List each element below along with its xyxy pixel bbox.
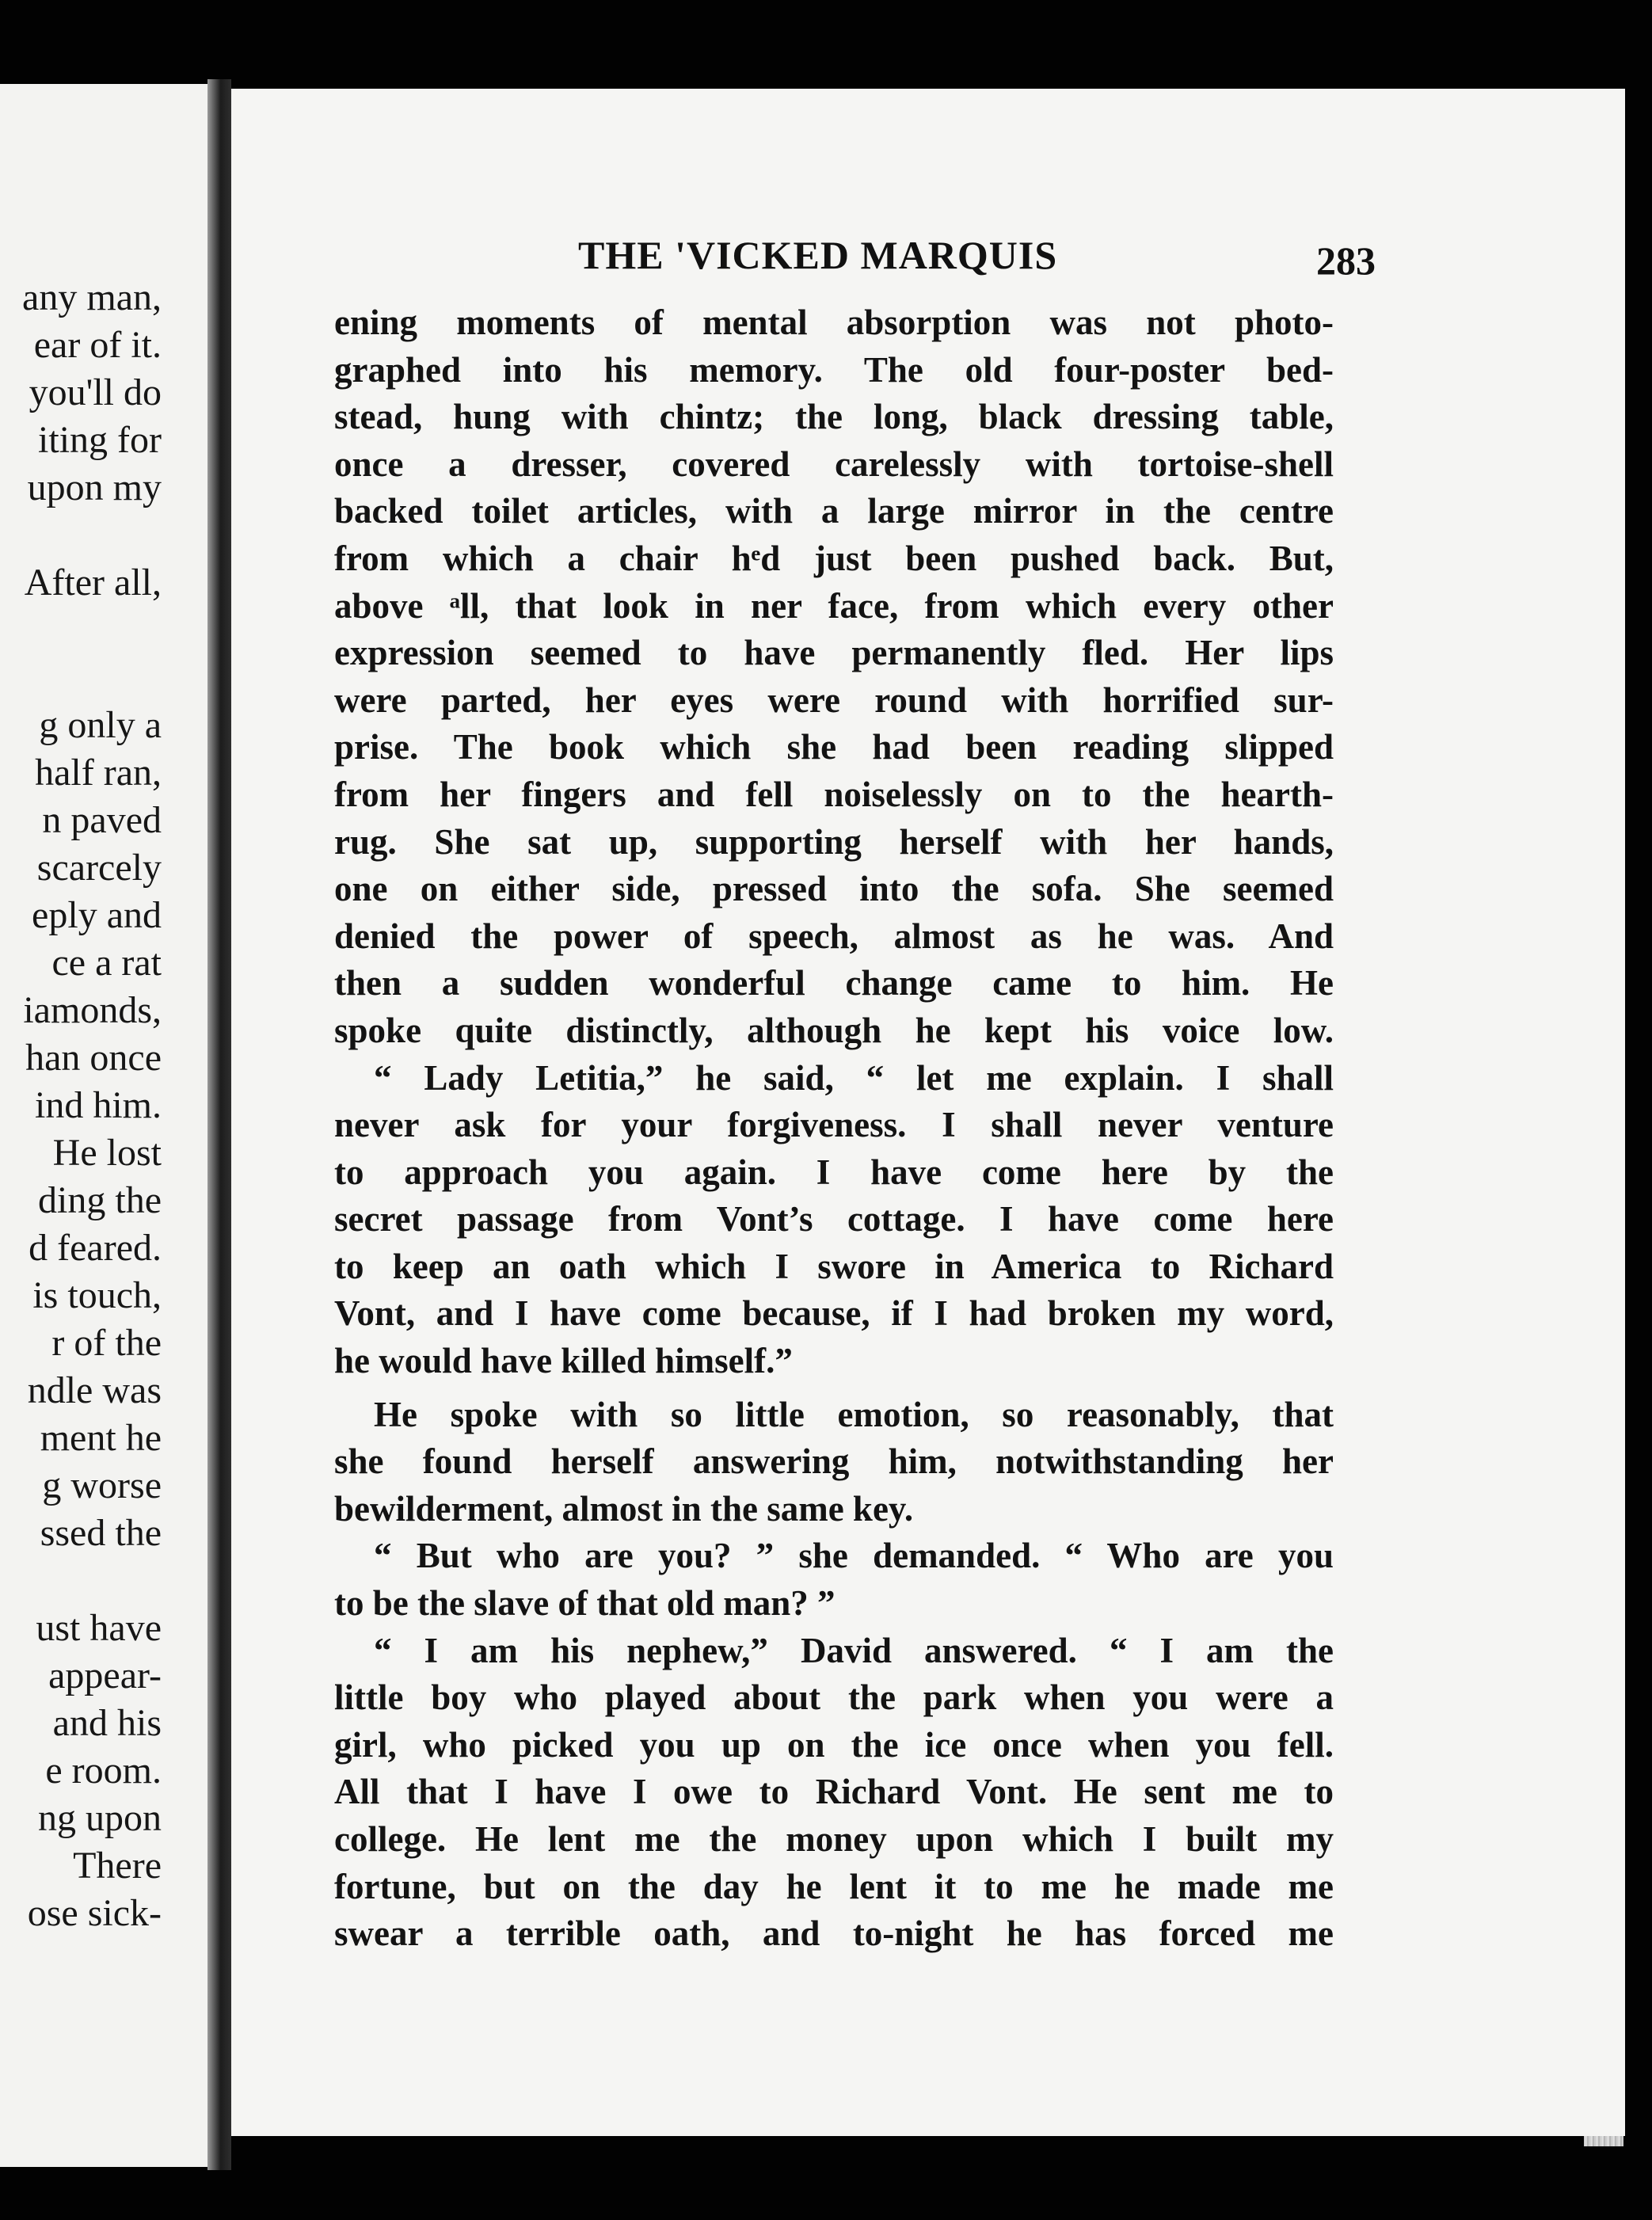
text-line: college. He lent me the money upon which I built my: [334, 1819, 1334, 1859]
body-text: [334, 299, 1334, 1958]
left-page-line: ust have: [36, 1607, 162, 1649]
left-page-line: There: [73, 1845, 162, 1887]
left-page-line: scarcely: [36, 847, 162, 889]
text-line: backed toilet articles, with a large mirror in the centre: [334, 491, 1334, 531]
left-page-line: He lost: [52, 1132, 162, 1174]
left-page-line: ind him.: [34, 1084, 162, 1126]
text-line: fortune, but on the day he lent it to me he made me: [334, 1866, 1334, 1906]
left-page-line: half ran,: [35, 752, 162, 794]
left-page-line: is touch,: [32, 1274, 162, 1316]
text-line: swear a terrible oath, and to-night he has forced me: [334, 1913, 1334, 1954]
left-page-line: r of the: [51, 1322, 162, 1364]
text-line: “ Lady Letitia,” he said, “ let me explain. I shall: [374, 1057, 1334, 1098]
text-line: He spoke with so little emotion, so reasonably, that: [374, 1394, 1334, 1434]
left-page-line: ose sick-: [27, 1892, 162, 1934]
left-page-line: ce a rat: [51, 942, 162, 984]
left-page-line: g worse: [42, 1464, 162, 1506]
left-page-line: ng upon: [38, 1797, 162, 1839]
left-page-line: ndle was: [27, 1369, 162, 1411]
left-page-line: appear-: [48, 1655, 162, 1696]
text-line: All that I have I owe to Richard Vont. He sent me to: [334, 1772, 1334, 1812]
running-head: THE 'VICKED MARQUIS: [578, 233, 1058, 277]
left-page-line: and his: [52, 1702, 162, 1744]
text-line: then a sudden wonderful change came to him. He: [334, 963, 1334, 1003]
left-page-line: n paved: [42, 799, 162, 841]
text-line: were parted, her eyes were round with horrified sur-: [334, 680, 1334, 720]
text-line: she found herself answering him, notwithstanding her: [334, 1441, 1334, 1482]
text-line: ening moments of mental absorption was not photo-: [334, 303, 1334, 342]
text-line: spoke quite distinctly, although he kept his voice low.: [334, 1010, 1334, 1050]
text-line: from her fingers and fell noiselessly on to the hearth-: [334, 774, 1334, 814]
left-page-line: eply and: [32, 894, 162, 936]
text-line: denied the power of speech, almost as he was. And: [334, 916, 1334, 956]
left-page-line: d feared.: [29, 1227, 162, 1269]
text-line: to be the slave of that old man? ”: [334, 1583, 836, 1624]
text-line: secret passage from Vont’s cottage. I have come here: [334, 1199, 1334, 1239]
left-page-line: e room.: [45, 1750, 162, 1792]
left-page-fragment: [0, 84, 207, 2167]
text-line: graphed into his memory. The old four-poster bed-: [334, 349, 1334, 390]
left-page-line: ding the: [38, 1179, 162, 1221]
text-line: to keep an oath which I swore in America to Richard: [334, 1246, 1334, 1286]
text-line: from which a chair hᵉd just been pushed back. But,: [334, 538, 1334, 578]
text-line: once a dresser, covered carelessly with tortoise-shell: [334, 444, 1334, 484]
text-line: above ᵃll, that look in ner face, from which every other: [334, 585, 1334, 626]
left-page-line: iamonds,: [23, 989, 162, 1031]
text-line: he would have killed himself.”: [334, 1341, 793, 1381]
text-line: bewilderment, almost in the same key.: [334, 1488, 914, 1529]
text-line: expression seemed to have permanently fled. Her lips: [334, 633, 1334, 673]
left-page-line: ssed the: [40, 1512, 162, 1554]
text-line: Vont, and I have come because, if I had broken my word,: [334, 1293, 1334, 1334]
left-page-line: iting for: [38, 419, 162, 461]
text-line: “ I am his nephew,” David answered. “ I am the: [374, 1630, 1334, 1670]
text-line: “ But who are you? ” she demanded. “ Who are you: [374, 1536, 1334, 1576]
left-page-line: ment he: [40, 1417, 162, 1459]
left-page-line: After all,: [24, 562, 162, 604]
left-page-line: upon my: [27, 466, 162, 508]
text-line: one on either side, pressed into the sofa. She seemed: [334, 869, 1334, 909]
text-line: little boy who played about the park when you were a: [334, 1677, 1334, 1718]
left-page-line: any man,: [22, 276, 162, 318]
left-page-line: han once: [25, 1037, 162, 1079]
text-line: prise. The book which she had been reading slipped: [334, 727, 1334, 767]
left-page-line: ear of it.: [33, 324, 162, 366]
text-line: never ask for your forgiveness. I shall never venture: [334, 1105, 1334, 1145]
book-gutter: [207, 79, 231, 2170]
page-number: 283: [1316, 238, 1376, 283]
text-line: stead, hung with chintz; the long, black dressing table,: [334, 397, 1334, 437]
left-page-line: g only a: [39, 704, 162, 746]
text-line: to approach you again. I have come here by the: [334, 1152, 1334, 1192]
text-line: girl, who picked you up on the ice once when you fell.: [334, 1724, 1334, 1765]
left-page-line: you'll do: [29, 371, 162, 413]
text-line: rug. She sat up, supporting herself with her hands,: [334, 821, 1334, 862]
